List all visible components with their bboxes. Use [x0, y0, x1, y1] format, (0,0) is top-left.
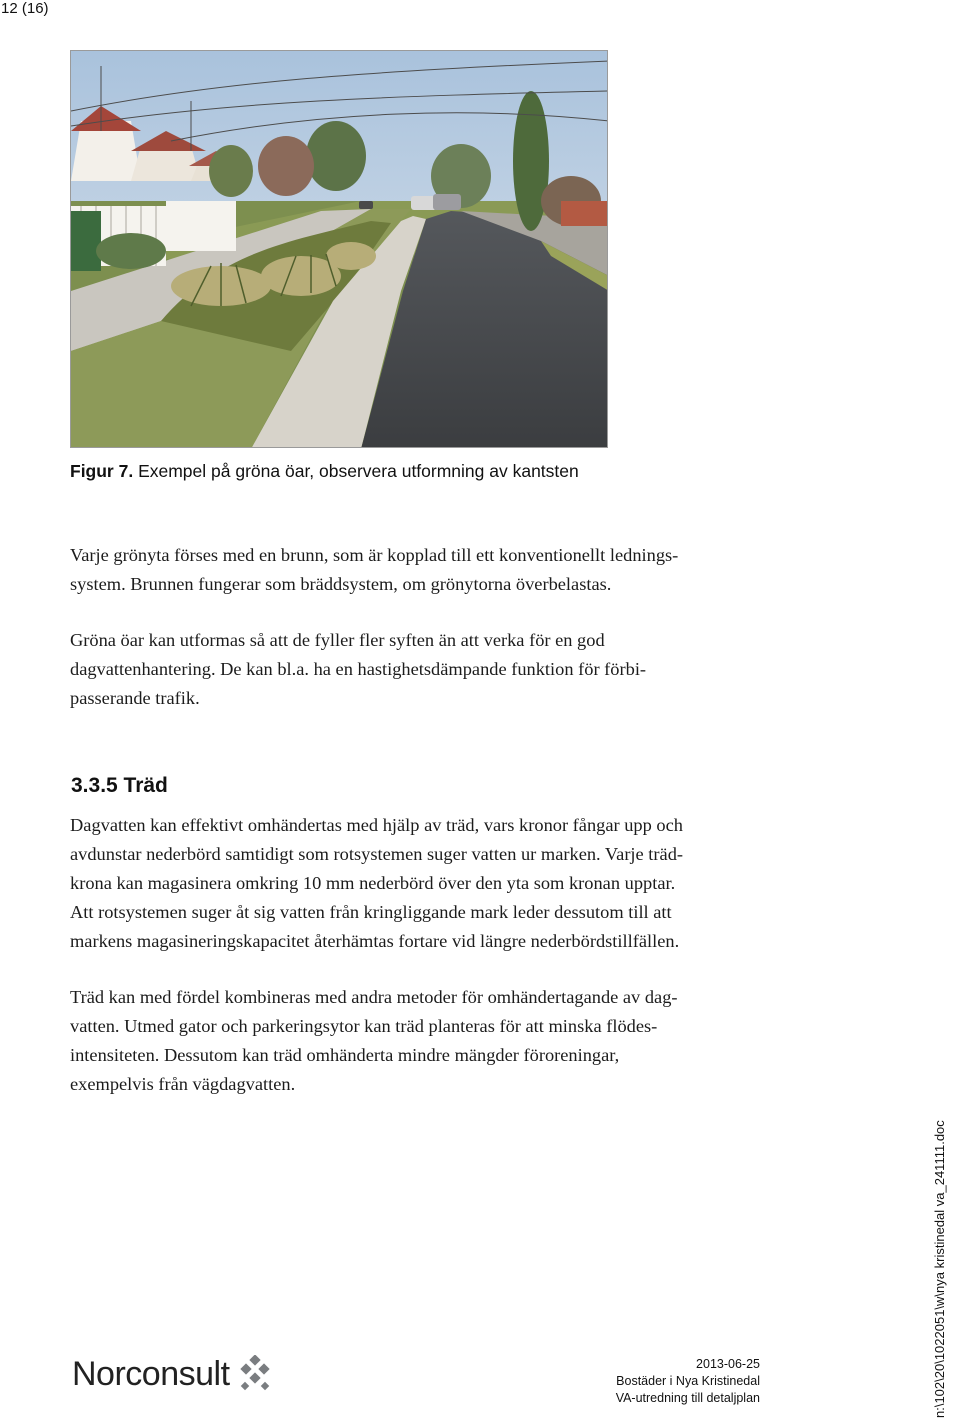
footer-meta — [560, 1356, 760, 1407]
text-line: vatten. Utmed gator och parkeringsytor kan träd planteras för att minska flödes- — [70, 1016, 658, 1036]
text-line: Gröna öar kan utformas så att de fyller fler syften än att verka för en god — [70, 630, 605, 650]
page-number: 12 (16) — [1, 0, 49, 17]
text-line: avdunstar nederbörd samtidigt som rotsystemen suger vatten ur marken. Varje träd- — [70, 844, 684, 864]
file-path-text: n:\102\20\1022051\w\nya kristinedal va_241111.doc — [932, 1120, 947, 1418]
file-path-vertical — [926, 1120, 956, 1418]
norconsult-diamond-icon — [236, 1355, 274, 1393]
footer-project: Bostäder i Nya Kristinedal — [616, 1374, 760, 1388]
paragraph-2 — [70, 626, 790, 713]
paragraph-1 — [70, 541, 790, 599]
text-line: markens magasineringskapacitet återhämtas fortare vid längre nederbördstillfällen. — [70, 931, 680, 951]
figure-caption — [70, 461, 579, 482]
text-line: Dagvatten kan effektivt omhändertas med hjälp av träd, vars kronor fångar upp och — [70, 815, 683, 835]
text-line: Varje grönyta förses med en brunn, som är kopplad till ett konventionellt lednings- — [70, 545, 679, 565]
footer-date: 2013-06-25 — [696, 1357, 760, 1371]
text-line: passerande trafik. — [70, 688, 200, 708]
text-line: Att rotsystemen suger åt sig vatten från kringliggande mark leder dessutom till att — [70, 902, 672, 922]
figure-label: Figur 7. — [70, 461, 134, 481]
section-paragraph-1 — [70, 811, 790, 956]
text-line: intensiteten. Dessutom kan träd omhänderta mindre mängder föroreningar, — [70, 1045, 620, 1065]
figure-photo — [70, 50, 608, 448]
figure-caption-text: Exempel på gröna öar, observera utformning av kantsten — [138, 461, 579, 481]
text-line: Träd kan med fördel kombineras med andra metoder för omhändertagande av dag- — [70, 987, 678, 1007]
logo-wordmark: Norconsult — [72, 1354, 230, 1393]
section-heading: 3.3.5 Träd — [71, 774, 168, 797]
section-paragraph-2 — [70, 983, 790, 1099]
norconsult-logo — [72, 1354, 274, 1394]
text-line: system. Brunnen fungerar som bräddsystem, om grönytorna överbelastas. — [70, 574, 612, 594]
footer-document: VA-utredning till detaljplan — [615, 1391, 760, 1405]
text-line: krona kan magasinera omkring 10 mm nederbörd över den yta som kronan upptar. — [70, 873, 676, 893]
text-line: exempelvis från vägdagvatten. — [70, 1074, 296, 1094]
text-line: dagvattenhantering. De kan bl.a. ha en hastighetsdämpande funktion för förbi- — [70, 659, 647, 679]
